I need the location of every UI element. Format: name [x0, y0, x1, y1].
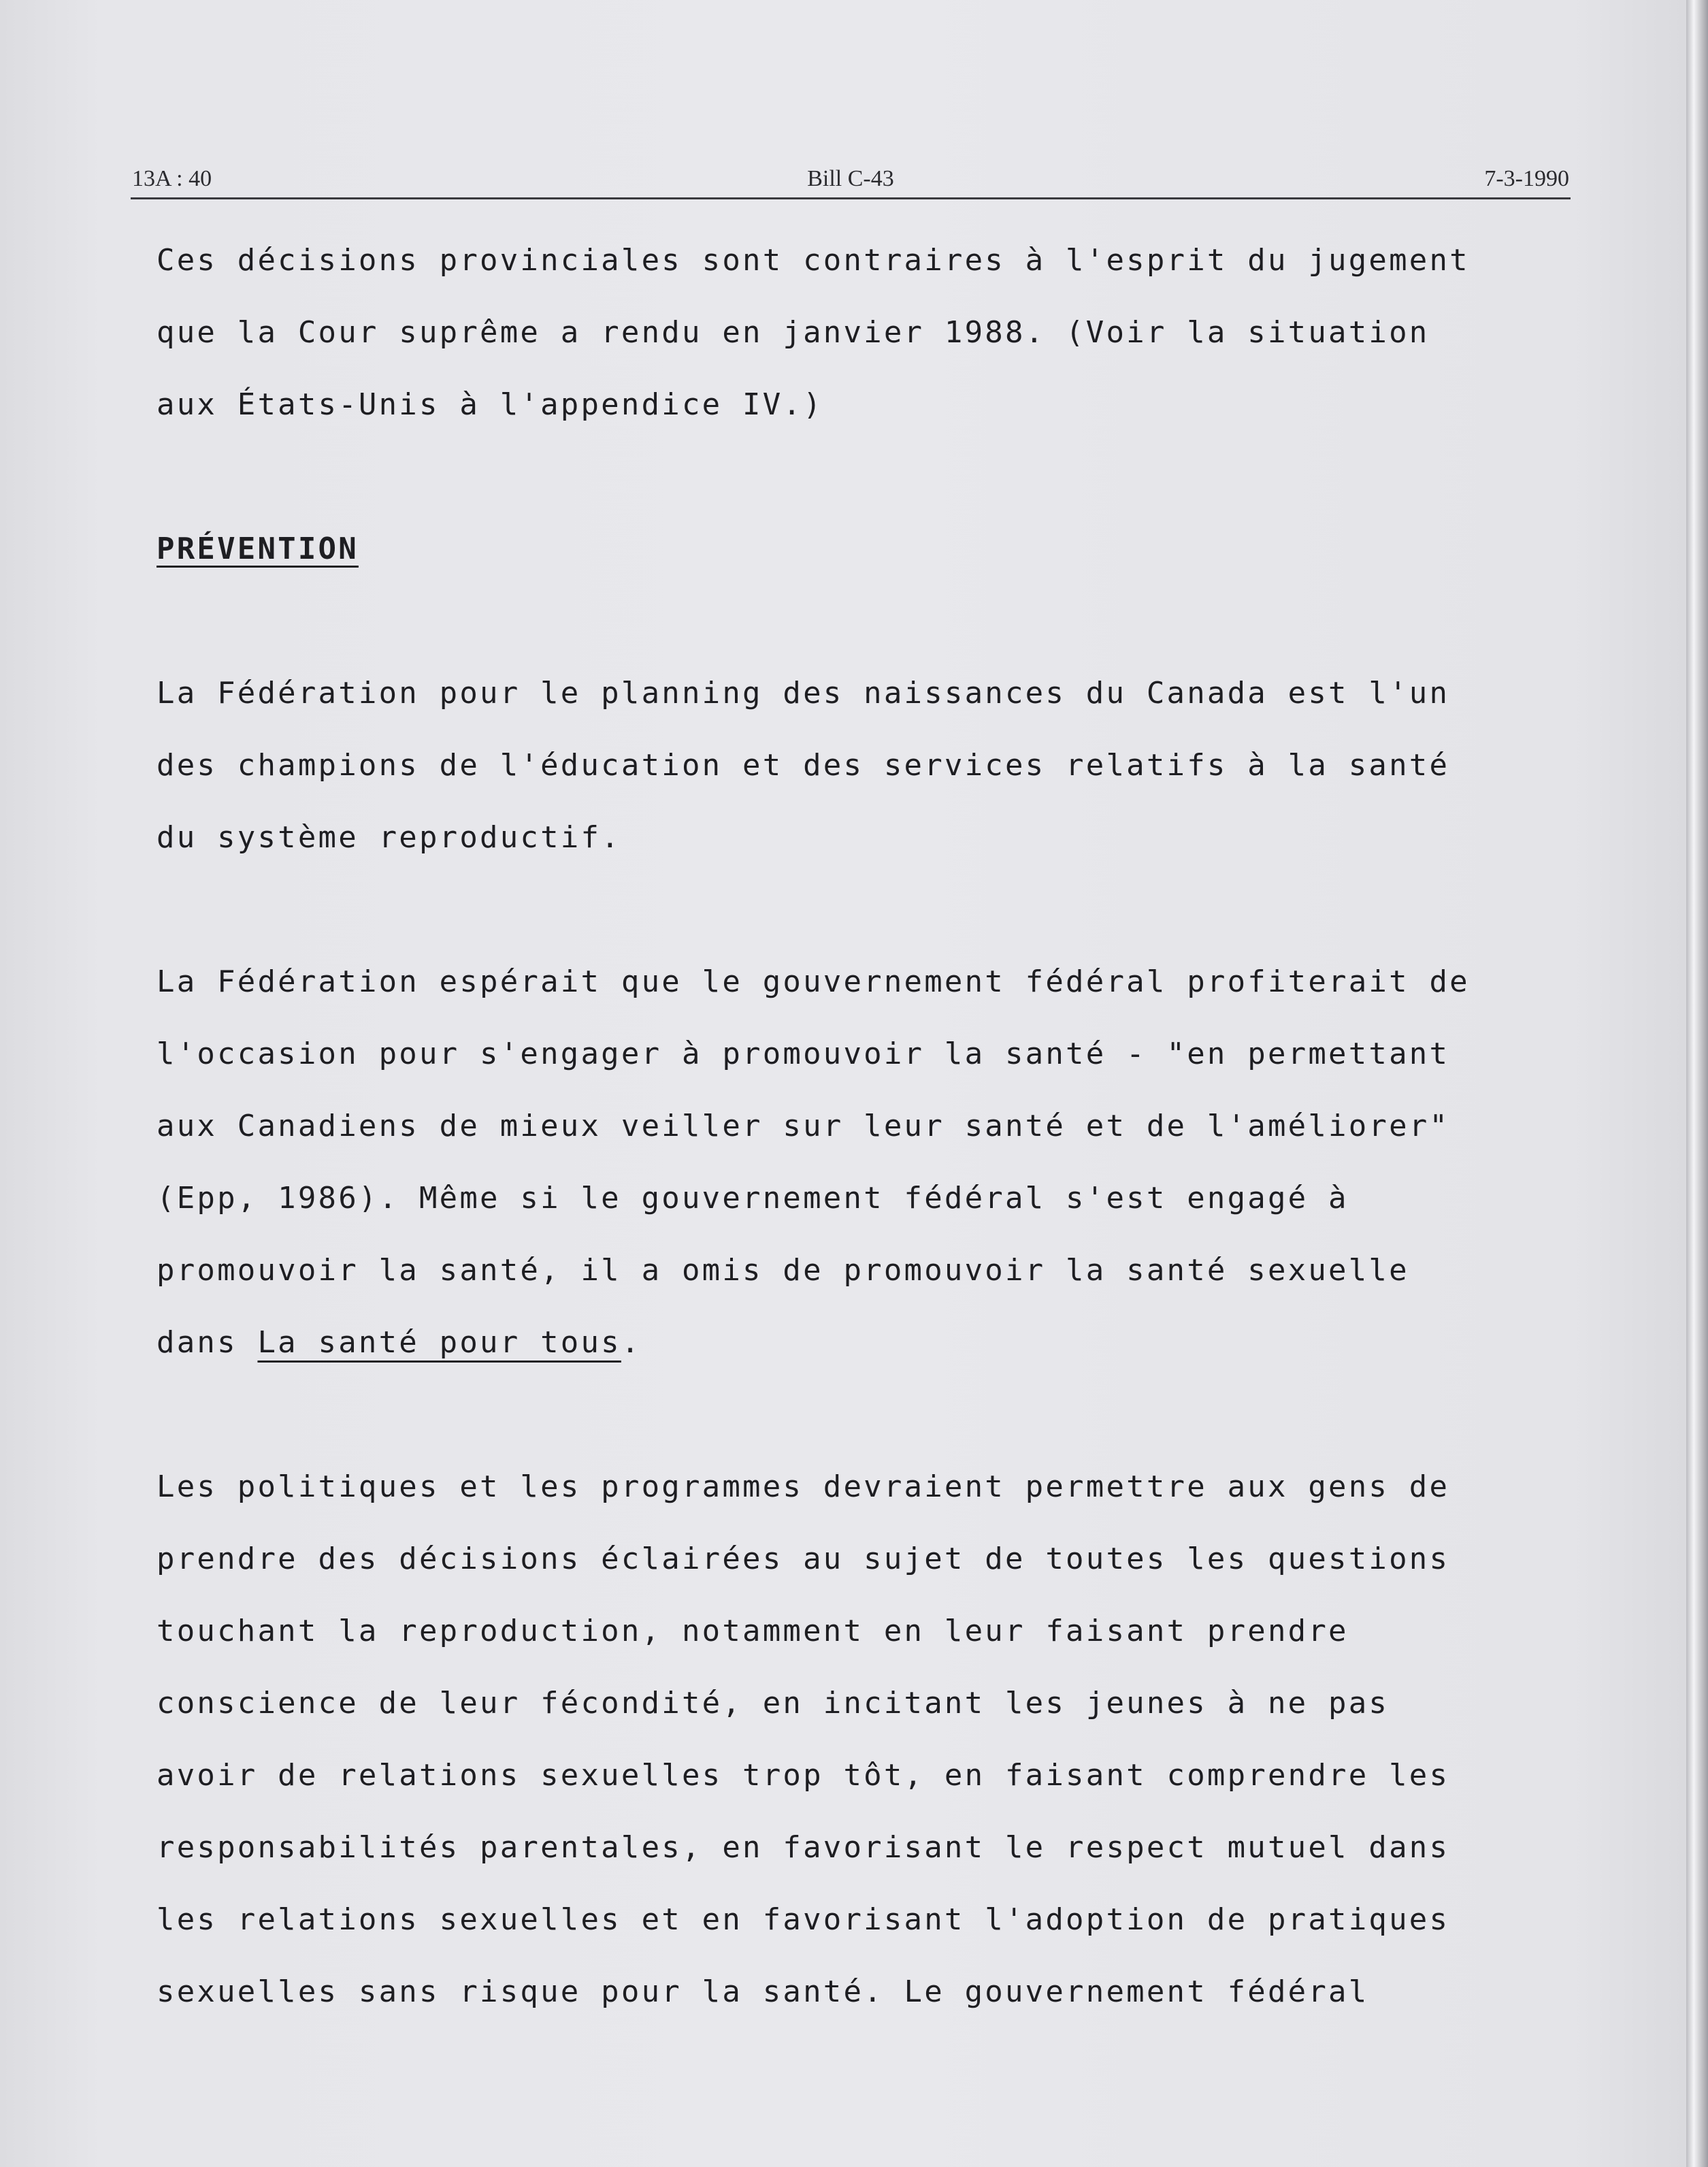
header-bill-title: Bill C-43 [807, 166, 894, 191]
section-heading-text: PRÉVENTION [157, 532, 359, 566]
text-line: La Fédération espérait que le gouvernement fédéral profiterait de [157, 964, 1470, 999]
text-line: promouvoir la santé, il a omis de promouvoir la santé sexuelle [157, 1253, 1409, 1288]
paragraph-1 [157, 225, 1572, 441]
text-line: que la Cour suprême a rendu en janvier 1988. (Voir la situation [157, 315, 1430, 350]
text-line: (Epp, 1986). Même si le gouvernement fédéral s'est engagé à [157, 1181, 1349, 1216]
text-line [157, 1307, 1572, 1379]
text-line: responsabilités parentales, en favorisant le respect mutuel dans [157, 1830, 1450, 1865]
text-line: aux Canadiens de mieux veiller sur leur santé et de l'améliorer" [157, 1109, 1450, 1143]
document-body [157, 225, 1572, 2028]
paragraph-2 [157, 657, 1572, 874]
text-line: aux États-Unis à l'appendice IV.) [157, 387, 823, 422]
text-line: des champions de l'éducation et des services relatifs à la santé [157, 748, 1450, 783]
paragraph-gap [157, 585, 1572, 657]
paragraph-gap [157, 1379, 1572, 1451]
text-line: du système reproductif. [157, 820, 621, 855]
header-rule [131, 197, 1571, 199]
page-edge-shadow [1686, 0, 1708, 2167]
underlined-publication-title: La santé pour tous [257, 1325, 621, 1360]
text-fragment: . [621, 1325, 642, 1360]
page-header [131, 162, 1571, 197]
paragraph-gap [157, 441, 1572, 513]
text-line: sexuelles sans risque pour la santé. Le gouvernement fédéral [157, 1974, 1369, 2009]
text-line: touchant la reproduction, notamment en leur faisant prendre [157, 1614, 1349, 1648]
header-date: 7-3-1990 [1484, 166, 1569, 191]
text-line: La Fédération pour le planning des naissances du Canada est l'un [157, 676, 1450, 711]
text-line: conscience de leur fécondité, en incitant les jeunes à ne pas [157, 1686, 1390, 1721]
text-fragment: dans [157, 1325, 258, 1360]
text-line: les relations sexuelles et en favorisant l'adoption de pratiques [157, 1902, 1450, 1937]
section-heading [157, 513, 1572, 585]
text-line: avoir de relations sexuelles trop tôt, en faisant comprendre les [157, 1758, 1450, 1793]
paragraph-gap [157, 874, 1572, 946]
text-line: Les politiques et les programmes devraient permettre aux gens de [157, 1469, 1450, 1504]
paragraph-3 [157, 946, 1572, 1379]
text-line: l'occasion pour s'engager à promouvoir la santé - "en permettant [157, 1037, 1450, 1071]
paragraph-4 [157, 1451, 1572, 2028]
text-line: prendre des décisions éclairées au sujet de toutes les questions [157, 1542, 1450, 1576]
text-line: Ces décisions provinciales sont contraires à l'esprit du jugement [157, 243, 1470, 278]
header-page-number: 13A : 40 [132, 166, 212, 191]
